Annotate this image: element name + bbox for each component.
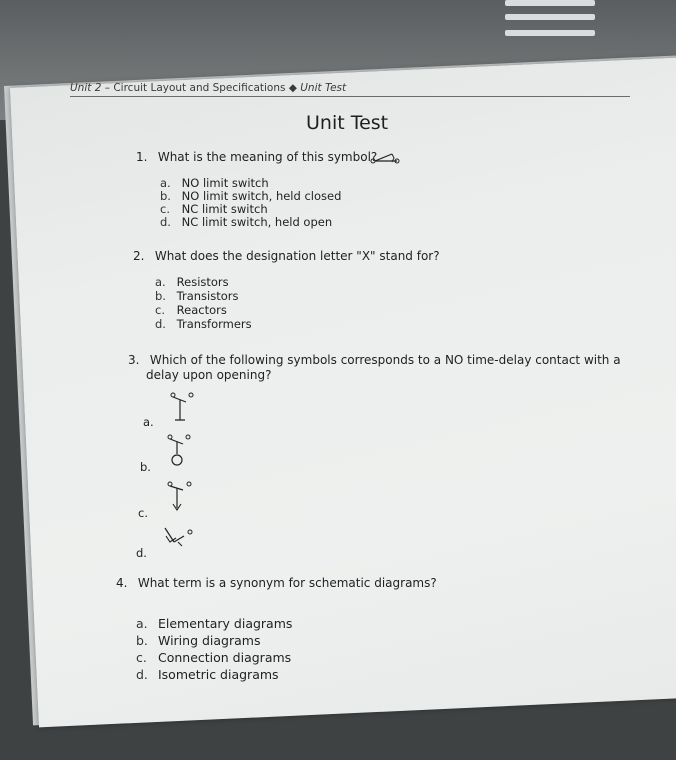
time-delay-contact-a-icon[interactable] [168, 390, 198, 424]
question-text-line-1: Which of the following symbols corresponds to a NO time-delay contact with a [149, 353, 621, 367]
q3-option-d-letter[interactable]: d. [136, 546, 147, 560]
option-text: Reactors [176, 303, 227, 317]
chapter-title: – Circuit Layout and Specifications [104, 82, 286, 94]
question-3 [128, 353, 621, 367]
background-stripe [505, 0, 595, 6]
q3-option-b-letter[interactable]: b. [140, 460, 151, 474]
q3-option-a-letter[interactable]: a. [143, 415, 154, 429]
header-section: Unit Test [300, 82, 347, 94]
question-1 [136, 150, 377, 164]
question-number: 3. [128, 353, 140, 367]
page-title: Unit Test [306, 112, 389, 134]
time-delay-contact-c-icon[interactable] [165, 478, 195, 514]
unit-label: Unit 2 [70, 82, 102, 94]
option-text: NO limit switch, held closed [181, 189, 342, 203]
q4-option-c[interactable] [136, 650, 291, 665]
option-letter: d. [155, 317, 166, 331]
question-number: 2. [133, 249, 145, 263]
q2-option-a[interactable] [155, 275, 229, 289]
q4-option-d[interactable] [136, 667, 279, 682]
test-page [10, 56, 676, 727]
q1-option-b[interactable] [160, 189, 341, 203]
time-delay-contact-b-icon[interactable] [165, 432, 195, 470]
question-2 [133, 249, 440, 263]
time-delay-contact-d-icon[interactable] [160, 522, 196, 552]
option-text: Connection diagrams [157, 650, 292, 665]
q4-option-a[interactable] [136, 616, 292, 631]
background-stripe [505, 30, 595, 36]
option-letter: a. [155, 275, 166, 289]
option-letter: a. [136, 616, 148, 631]
option-text: Isometric diagrams [157, 667, 279, 682]
q3-option-c-letter[interactable]: c. [138, 506, 148, 520]
option-letter: c. [160, 202, 170, 216]
option-letter: d. [160, 215, 171, 229]
option-text: NO limit switch [181, 176, 269, 190]
option-text: Resistors [176, 275, 229, 289]
option-letter: c. [155, 303, 165, 317]
option-text: NC limit switch, held open [181, 215, 333, 229]
option-letter: b. [160, 189, 171, 203]
q1-option-c[interactable] [160, 202, 268, 216]
question-text: What is the meaning of this symbol? [157, 150, 378, 164]
no-limit-switch-held-closed-icon [370, 152, 402, 166]
option-letter: d. [136, 667, 148, 682]
question-number: 1. [136, 150, 148, 164]
q2-option-d[interactable] [155, 317, 252, 331]
question-text-line-2: delay upon opening? [146, 368, 272, 382]
option-text: Wiring diagrams [157, 633, 261, 648]
question-3-continued [146, 368, 271, 382]
question-4 [116, 576, 437, 590]
option-letter: b. [155, 289, 166, 303]
q1-option-a[interactable] [160, 176, 269, 190]
option-text: Transistors [176, 289, 239, 303]
option-text: Elementary diagrams [157, 616, 293, 631]
option-letter: c. [136, 650, 147, 665]
header-separator: ◆ [288, 82, 297, 94]
background-stripe [505, 14, 595, 20]
q4-option-b[interactable] [136, 633, 260, 648]
running-header [70, 82, 346, 94]
option-text: Transformers [176, 317, 252, 331]
question-text: What does the designation letter "X" stand for? [154, 249, 440, 263]
q2-option-b[interactable] [155, 289, 239, 303]
option-letter: b. [136, 633, 148, 648]
q2-option-c[interactable] [155, 303, 227, 317]
header-rule [70, 96, 630, 97]
question-number: 4. [116, 576, 128, 590]
option-letter: a. [160, 176, 171, 190]
question-text: What term is a synonym for schematic diagrams? [137, 576, 437, 590]
option-text: NC limit switch [181, 202, 268, 216]
q1-option-d[interactable] [160, 215, 332, 229]
